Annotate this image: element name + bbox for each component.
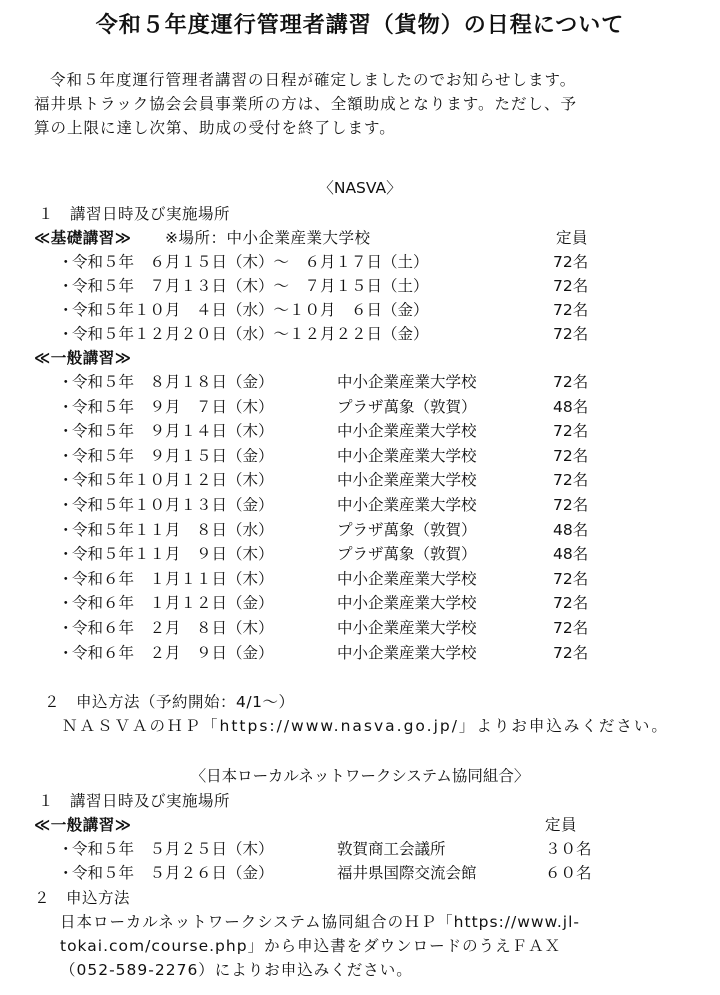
venue: 中小企業産業大学校 [337, 496, 477, 514]
bullet: ・ [58, 422, 74, 441]
bullet: ・ [58, 840, 74, 858]
date: 令和６年 １月１１日（木） [72, 569, 274, 588]
schedule-row [0, 518, 720, 543]
capacity: 72名 [553, 446, 589, 465]
bullet: ・ [58, 619, 74, 637]
date: 令和５年 ９月１４日（木） [72, 422, 274, 441]
date: 令和６年 １月１２日（金） [72, 594, 274, 613]
schedule-row [0, 274, 720, 299]
nasva-section-2-heading: ２ 申込方法（予約開始：4/1～） [44, 693, 295, 711]
jl-general-course-label: ≪一般講習≫ [34, 816, 132, 834]
venue: 中小企業産業大学校 [337, 422, 477, 441]
jl-capacity-header: 定員 [545, 816, 578, 834]
venue: 中小企業産業大学校 [337, 373, 477, 391]
capacity: 72名 [553, 569, 589, 588]
capacity: 72名 [553, 253, 589, 271]
jl-application-line: tokai.com/course.php」から申込書をダウンロードのうえＦＡＸ [60, 937, 562, 955]
schedule-row [0, 250, 720, 275]
date: 令和６年 ２月 ８日（木） [72, 619, 274, 637]
capacity: 72名 [553, 619, 589, 637]
venue: プラザ萬象（敦賀） [337, 520, 477, 539]
bullet: ・ [58, 520, 74, 539]
bullet: ・ [58, 643, 74, 662]
schedule-row [0, 395, 720, 420]
date: 令和６年 ２月 ９日（金） [72, 643, 274, 662]
date-range: 令和５年 ７月１３日（木）～ ７月１５日（土） [72, 277, 429, 295]
date: 令和５年１１月 ９日（木） [72, 545, 274, 564]
schedule-row [0, 444, 720, 469]
capacity: 72名 [553, 301, 589, 319]
capacity: 72名 [553, 496, 589, 514]
bullet: ・ [58, 594, 74, 613]
bullet: ・ [58, 373, 74, 391]
bullet: ・ [58, 277, 74, 295]
jl-heading: 〈日本ローカルネットワークシステム協同組合〉 [190, 767, 530, 785]
capacity: 72名 [553, 594, 589, 613]
venue: 中小企業産業大学校 [337, 471, 477, 490]
schedule-row [0, 322, 720, 347]
capacity: 72名 [553, 471, 589, 490]
capacity: 72名 [553, 277, 589, 295]
capacity: 72名 [553, 325, 589, 343]
venue: 福井県国際交流会館 [337, 864, 477, 882]
venue: 中小企業産業大学校 [337, 594, 477, 613]
schedule-row [0, 298, 720, 323]
schedule-row [0, 591, 720, 616]
nasva-section-1-heading: １ 講習日時及び実施場所 [38, 205, 231, 223]
capacity: 48名 [553, 397, 589, 416]
bullet: ・ [58, 545, 74, 564]
basic-course-label: ≪基礎講習≫ [34, 229, 132, 247]
venue: 中小企業産業大学校 [337, 643, 477, 662]
date-range: 令和５年 ６月１５日（木）～ ６月１７日（土） [72, 253, 429, 271]
schedule-row [0, 419, 720, 444]
date: 令和５年 ８月１８日（金） [72, 373, 274, 391]
capacity: 48名 [553, 545, 589, 564]
schedule-row [0, 468, 720, 493]
date: 令和５年 ９月１５日（金） [72, 446, 274, 465]
page-title: 令和５年度運行管理者講習（貨物）の日程について [95, 13, 625, 38]
venue: 中小企業産業大学校 [337, 569, 477, 588]
venue: 中小企業産業大学校 [337, 446, 477, 465]
basic-location-note: ※場所：中小企業産業大学校 [165, 229, 371, 247]
bullet: ・ [58, 864, 74, 882]
schedule-row [0, 837, 720, 862]
bullet: ・ [58, 253, 74, 271]
venue: 敦賀商工会議所 [337, 840, 446, 858]
venue: 中小企業産業大学校 [337, 619, 477, 637]
bullet: ・ [58, 397, 74, 416]
date: 令和５年１０月１２日（木） [72, 471, 274, 490]
schedule-row [0, 616, 720, 641]
date: 令和５年１１月 ８日（水） [72, 520, 274, 539]
capacity: 72名 [553, 373, 589, 391]
date-range: 令和５年１０月 ４日（水）～１０月 ６日（金） [72, 301, 429, 319]
nasva-application-text: ＮＡＳＶＡのＨＰ「https://www.nasva.go.jp/」よりお申込みください。 [62, 717, 669, 735]
jl-application-text [60, 910, 700, 982]
date: 令和５年１０月１３日（金） [72, 496, 274, 514]
date: 令和５年 ５月２５日（木） [72, 840, 274, 858]
general-course-label: ≪一般講習≫ [34, 349, 132, 367]
jl-application-line: 日本ローカルネットワークシステム協同組合のＨＰ「https://www.jl- [60, 913, 580, 931]
date: 令和５年 ９月 ７日（木） [72, 397, 274, 416]
bullet: ・ [58, 446, 74, 465]
schedule-row [0, 641, 720, 666]
capacity: 72名 [553, 422, 589, 441]
date: 令和５年 ５月２６日（金） [72, 864, 274, 882]
jl-section-2-heading: ２ 申込方法 [34, 889, 131, 907]
intro-line: 算の上限に達し次第、助成の受付を終了します。 [34, 119, 396, 137]
venue: プラザ萬象（敦賀） [337, 397, 477, 416]
schedule-row [0, 542, 720, 567]
bullet: ・ [58, 569, 74, 588]
date-range: 令和５年１２月２０日（水）～１２月２２日（金） [72, 325, 429, 343]
intro-line: 福井県トラック協会会員事業所の方は、全額助成となります。ただし、予 [34, 95, 577, 113]
intro-paragraph [34, 68, 704, 140]
capacity: ６０名 [545, 864, 592, 882]
schedule-row [0, 861, 720, 886]
venue: プラザ萬象（敦賀） [337, 545, 477, 564]
nasva-heading: 〈NASVA〉 [318, 179, 402, 197]
intro-line: 令和５年度運行管理者講習の日程が確定しましたのでお知らせします。 [50, 71, 577, 89]
capacity: ３０名 [545, 840, 592, 858]
bullet: ・ [58, 301, 74, 319]
bullet: ・ [58, 471, 74, 490]
capacity: 48名 [553, 520, 589, 539]
bullet: ・ [58, 325, 74, 343]
jl-application-line: （052-589-2276）によりお申込みください。 [60, 961, 413, 979]
schedule-row [0, 493, 720, 518]
schedule-row [0, 370, 720, 395]
schedule-row [0, 567, 720, 592]
bullet: ・ [58, 496, 74, 514]
jl-section-1-heading: １ 講習日時及び実施場所 [38, 792, 231, 810]
capacity-header: 定員 [556, 229, 589, 247]
capacity: 72名 [553, 643, 589, 662]
